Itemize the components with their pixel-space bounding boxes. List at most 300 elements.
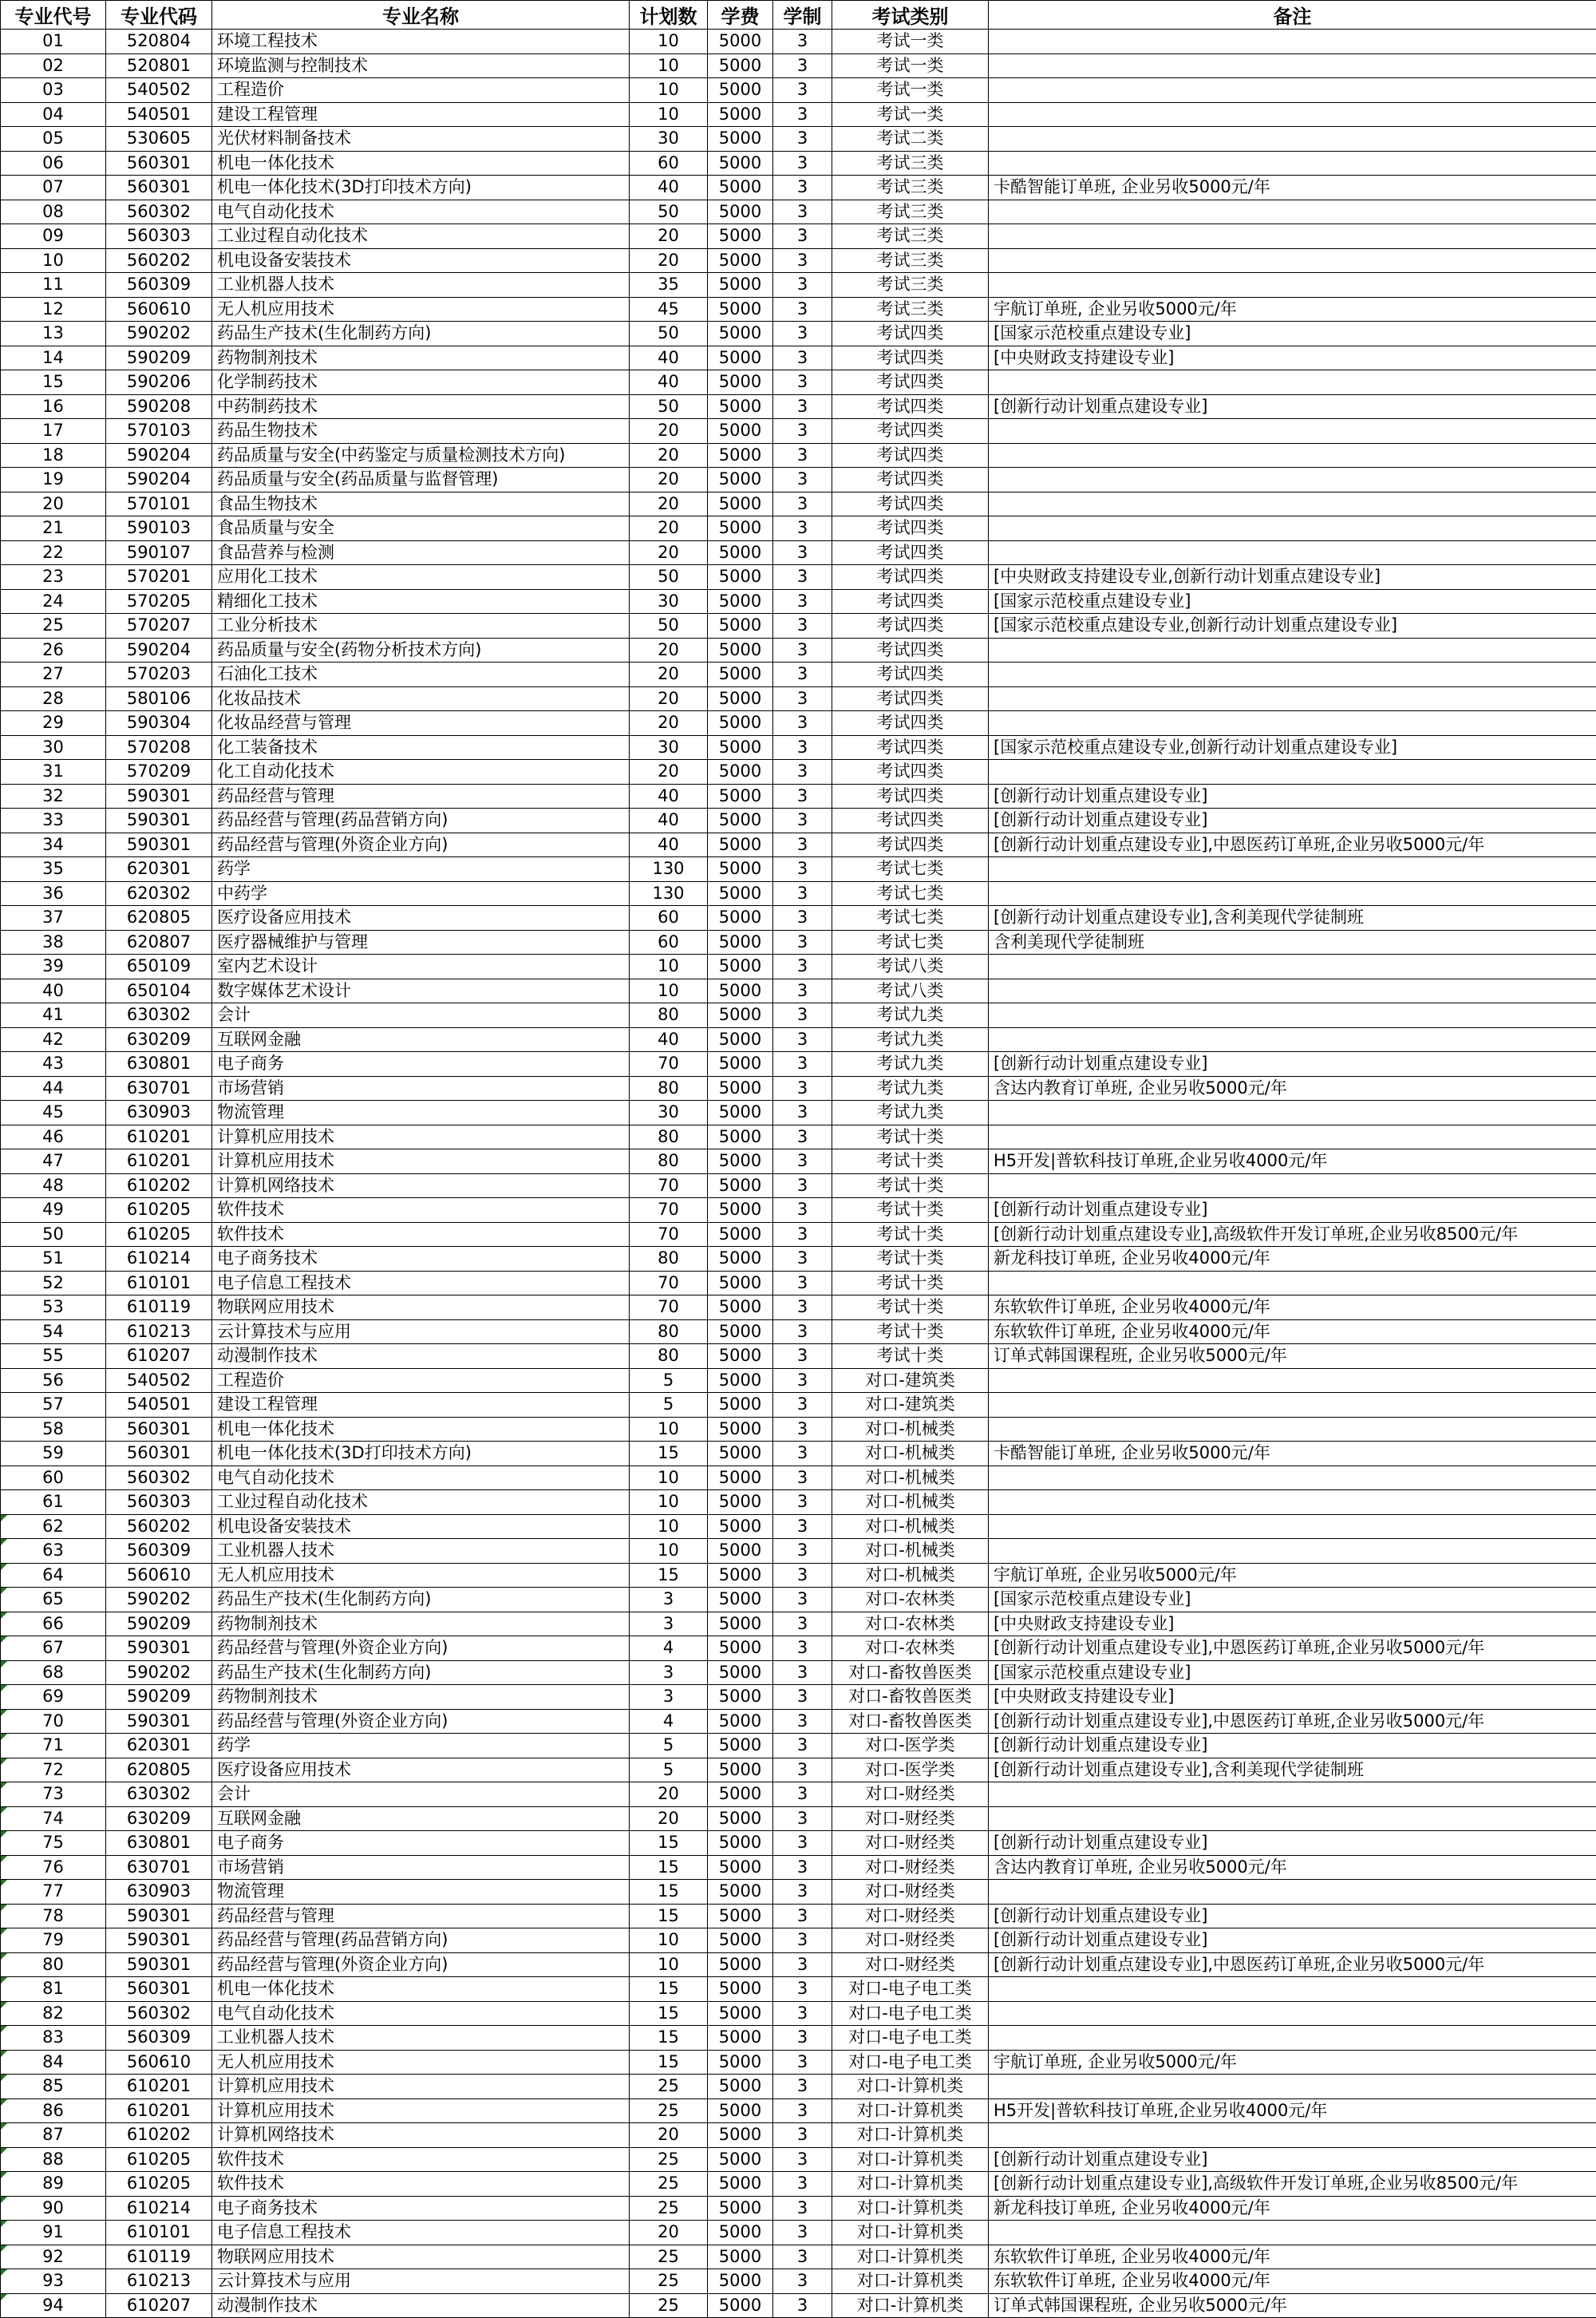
cell-plan[interactable]: 15 bbox=[630, 1831, 708, 1856]
cell-plan[interactable]: 20 bbox=[630, 516, 708, 541]
cell-plan[interactable]: 5 bbox=[630, 1368, 708, 1393]
cell-years[interactable]: 3 bbox=[773, 881, 832, 906]
cell-fee[interactable]: 5000 bbox=[708, 297, 773, 322]
cell-seq[interactable]: 69 bbox=[1, 1685, 106, 1710]
cell-seq[interactable]: 43 bbox=[1, 1052, 106, 1077]
cell-years[interactable]: 3 bbox=[773, 2026, 832, 2051]
cell-note[interactable]: 新龙科技订单班, 企业另收4000元/年 bbox=[989, 2196, 1596, 2221]
cell-note[interactable] bbox=[989, 1393, 1596, 1418]
cell-years[interactable]: 3 bbox=[773, 1806, 832, 1831]
cell-plan[interactable]: 15 bbox=[630, 1563, 708, 1588]
cell-fee[interactable]: 5000 bbox=[708, 979, 773, 1003]
cell-code[interactable]: 590301 bbox=[106, 784, 212, 809]
cell-note[interactable]: [创新行动计划重点建设专业],含利美现代学徒制班 bbox=[989, 1758, 1596, 1782]
cell-years[interactable]: 3 bbox=[773, 2269, 832, 2294]
cell-note[interactable] bbox=[989, 1101, 1596, 1125]
cell-seq[interactable]: 31 bbox=[1, 760, 106, 785]
cell-years[interactable]: 3 bbox=[773, 1344, 832, 1369]
cell-plan[interactable]: 25 bbox=[630, 2075, 708, 2099]
cell-exam-type[interactable]: 考试四类 bbox=[832, 760, 989, 785]
cell-years[interactable]: 3 bbox=[773, 686, 832, 711]
cell-fee[interactable]: 5000 bbox=[708, 1125, 773, 1149]
cell-fee[interactable]: 5000 bbox=[708, 784, 773, 809]
cell-seq[interactable]: 19 bbox=[1, 468, 106, 492]
cell-years[interactable]: 3 bbox=[773, 638, 832, 663]
cell-fee[interactable]: 5000 bbox=[708, 2269, 773, 2294]
cell-exam-type[interactable]: 考试一类 bbox=[832, 53, 989, 78]
cell-note[interactable] bbox=[989, 492, 1596, 516]
cell-seq[interactable]: 84 bbox=[1, 2050, 106, 2075]
cell-note[interactable] bbox=[989, 78, 1596, 103]
cell-exam-type[interactable]: 考试三类 bbox=[832, 273, 989, 298]
cell-exam-type[interactable]: 对口-计算机类 bbox=[832, 2196, 989, 2221]
cell-plan[interactable]: 20 bbox=[630, 1782, 708, 1807]
cell-fee[interactable]: 5000 bbox=[708, 443, 773, 468]
cell-note[interactable] bbox=[989, 2123, 1596, 2148]
cell-exam-type[interactable]: 考试四类 bbox=[832, 686, 989, 711]
cell-name[interactable]: 软件技术 bbox=[212, 2172, 630, 2197]
cell-fee[interactable]: 5000 bbox=[708, 1393, 773, 1418]
cell-note[interactable]: [创新行动计划重点建设专业] bbox=[989, 809, 1596, 833]
cell-note[interactable] bbox=[989, 419, 1596, 444]
cell-plan[interactable]: 70 bbox=[630, 1198, 708, 1223]
cell-code[interactable]: 630209 bbox=[106, 1027, 212, 1052]
cell-exam-type[interactable]: 对口-财经类 bbox=[832, 1806, 989, 1831]
cell-exam-type[interactable]: 考试十类 bbox=[832, 1247, 989, 1272]
cell-exam-type[interactable]: 考试四类 bbox=[832, 784, 989, 809]
cell-fee[interactable]: 5000 bbox=[708, 1660, 773, 1685]
cell-exam-type[interactable]: 对口-电子电工类 bbox=[832, 2050, 989, 2075]
cell-exam-type[interactable]: 考试三类 bbox=[832, 200, 989, 224]
cell-note[interactable]: [中央财政支持建设专业] bbox=[989, 1685, 1596, 1710]
cell-name[interactable]: 工程造价 bbox=[212, 1368, 630, 1393]
cell-code[interactable]: 590301 bbox=[106, 809, 212, 833]
cell-code[interactable]: 590202 bbox=[106, 1588, 212, 1612]
cell-code[interactable]: 610201 bbox=[106, 2098, 212, 2123]
cell-note[interactable] bbox=[989, 1417, 1596, 1442]
cell-code[interactable]: 590209 bbox=[106, 1612, 212, 1636]
cell-plan[interactable]: 40 bbox=[630, 370, 708, 395]
cell-years[interactable]: 3 bbox=[773, 663, 832, 687]
cell-fee[interactable]: 5000 bbox=[708, 1417, 773, 1442]
cell-code[interactable]: 560302 bbox=[106, 1466, 212, 1490]
cell-name[interactable]: 药物制剂技术 bbox=[212, 1612, 630, 1636]
cell-exam-type[interactable]: 对口-畜牧兽医类 bbox=[832, 1709, 989, 1734]
cell-note[interactable]: [中央财政支持建设专业] bbox=[989, 1612, 1596, 1636]
cell-exam-type[interactable]: 对口-电子电工类 bbox=[832, 1977, 989, 2002]
cell-years[interactable]: 3 bbox=[773, 1490, 832, 1515]
cell-fee[interactable]: 5000 bbox=[708, 1368, 773, 1393]
cell-note[interactable]: 宇航订单班, 企业另收5000元/年 bbox=[989, 297, 1596, 322]
cell-years[interactable]: 3 bbox=[773, 1563, 832, 1588]
cell-exam-type[interactable]: 对口-医学类 bbox=[832, 1734, 989, 1758]
cell-years[interactable]: 3 bbox=[773, 540, 832, 565]
cell-note[interactable]: 宇航订单班, 企业另收5000元/年 bbox=[989, 1563, 1596, 1588]
cell-exam-type[interactable]: 对口-计算机类 bbox=[832, 2221, 989, 2245]
cell-exam-type[interactable]: 考试四类 bbox=[832, 809, 989, 833]
cell-name[interactable]: 精细化工技术 bbox=[212, 589, 630, 614]
cell-fee[interactable]: 5000 bbox=[708, 1977, 773, 2002]
cell-note[interactable] bbox=[989, 1271, 1596, 1295]
cell-plan[interactable]: 20 bbox=[630, 468, 708, 492]
cell-fee[interactable]: 5000 bbox=[708, 2026, 773, 2051]
cell-plan[interactable]: 10 bbox=[630, 1539, 708, 1564]
cell-name[interactable]: 电气自动化技术 bbox=[212, 2001, 630, 2026]
cell-code[interactable]: 560301 bbox=[106, 1417, 212, 1442]
cell-years[interactable]: 3 bbox=[773, 735, 832, 760]
cell-years[interactable]: 3 bbox=[773, 857, 832, 882]
cell-code[interactable]: 620807 bbox=[106, 930, 212, 955]
cell-exam-type[interactable]: 对口-农林类 bbox=[832, 1588, 989, 1612]
cell-name[interactable]: 动漫制作技术 bbox=[212, 2293, 630, 2318]
cell-plan[interactable]: 15 bbox=[630, 1904, 708, 1928]
cell-name[interactable]: 软件技术 bbox=[212, 1222, 630, 1247]
cell-fee[interactable]: 5000 bbox=[708, 1319, 773, 1344]
cell-code[interactable]: 610201 bbox=[106, 2075, 212, 2099]
cell-code[interactable]: 590209 bbox=[106, 346, 212, 370]
cell-seq[interactable]: 11 bbox=[1, 273, 106, 298]
cell-seq[interactable]: 30 bbox=[1, 735, 106, 760]
cell-years[interactable]: 3 bbox=[773, 1173, 832, 1198]
cell-note[interactable]: 宇航订单班, 企业另收5000元/年 bbox=[989, 2050, 1596, 2075]
cell-seq[interactable]: 92 bbox=[1, 2245, 106, 2269]
cell-seq[interactable]: 06 bbox=[1, 151, 106, 176]
cell-note[interactable] bbox=[989, 2221, 1596, 2245]
cell-years[interactable]: 3 bbox=[773, 1101, 832, 1125]
cell-years[interactable]: 3 bbox=[773, 200, 832, 224]
cell-plan[interactable]: 80 bbox=[630, 1125, 708, 1149]
cell-note[interactable]: [创新行动计划重点建设专业] bbox=[989, 1734, 1596, 1758]
cell-code[interactable]: 560309 bbox=[106, 273, 212, 298]
cell-note[interactable]: 含达内教育订单班, 企业另收5000元/年 bbox=[989, 1855, 1596, 1880]
cell-note[interactable] bbox=[989, 1806, 1596, 1831]
cell-code[interactable]: 590107 bbox=[106, 540, 212, 565]
cell-note[interactable]: 东软软件订单班, 企业另收4000元/年 bbox=[989, 1319, 1596, 1344]
cell-fee[interactable]: 5000 bbox=[708, 200, 773, 224]
cell-plan[interactable]: 30 bbox=[630, 1101, 708, 1125]
cell-name[interactable]: 会计 bbox=[212, 1782, 630, 1807]
cell-name[interactable]: 计算机应用技术 bbox=[212, 1149, 630, 1174]
cell-exam-type[interactable]: 对口-农林类 bbox=[832, 1636, 989, 1661]
cell-name[interactable]: 计算机应用技术 bbox=[212, 2098, 630, 2123]
cell-years[interactable]: 3 bbox=[773, 1247, 832, 1272]
cell-exam-type[interactable]: 对口-畜牧兽医类 bbox=[832, 1685, 989, 1710]
cell-seq[interactable]: 18 bbox=[1, 443, 106, 468]
cell-fee[interactable]: 5000 bbox=[708, 1880, 773, 1905]
cell-name[interactable]: 应用化工技术 bbox=[212, 565, 630, 590]
cell-fee[interactable]: 5000 bbox=[708, 1734, 773, 1758]
cell-note[interactable]: 卡酷智能订单班, 企业另收5000元/年 bbox=[989, 176, 1596, 200]
cell-years[interactable]: 3 bbox=[773, 1052, 832, 1077]
cell-exam-type[interactable]: 对口-农林类 bbox=[832, 1612, 989, 1636]
cell-fee[interactable]: 5000 bbox=[708, 1782, 773, 1807]
cell-years[interactable]: 3 bbox=[773, 1709, 832, 1734]
cell-name[interactable]: 机电一体化技术(3D打印技术方向) bbox=[212, 1442, 630, 1466]
cell-note[interactable]: [国家示范校重点建设专业] bbox=[989, 589, 1596, 614]
cell-seq[interactable]: 94 bbox=[1, 2293, 106, 2318]
cell-years[interactable]: 3 bbox=[773, 1417, 832, 1442]
cell-code[interactable]: 560309 bbox=[106, 1539, 212, 1564]
cell-years[interactable]: 3 bbox=[773, 2147, 832, 2172]
cell-exam-type[interactable]: 考试四类 bbox=[832, 419, 989, 444]
cell-exam-type[interactable]: 考试八类 bbox=[832, 955, 989, 979]
cell-code[interactable]: 560301 bbox=[106, 1442, 212, 1466]
cell-note[interactable]: 东软软件订单班, 企业另收4000元/年 bbox=[989, 1295, 1596, 1320]
cell-plan[interactable]: 20 bbox=[630, 2123, 708, 2148]
cell-note[interactable] bbox=[989, 1782, 1596, 1807]
cell-seq[interactable]: 25 bbox=[1, 614, 106, 639]
cell-plan[interactable]: 20 bbox=[630, 760, 708, 785]
cell-name[interactable]: 电子商务 bbox=[212, 1052, 630, 1077]
cell-years[interactable]: 3 bbox=[773, 1222, 832, 1247]
cell-years[interactable]: 3 bbox=[773, 1539, 832, 1564]
cell-fee[interactable]: 5000 bbox=[708, 2172, 773, 2197]
cell-note[interactable]: [创新行动计划重点建设专业],中恩医药订单班,企业另收5000元/年 bbox=[989, 1952, 1596, 1977]
cell-seq[interactable]: 01 bbox=[1, 30, 106, 54]
cell-plan[interactable]: 20 bbox=[630, 492, 708, 516]
cell-code[interactable]: 580106 bbox=[106, 686, 212, 711]
cell-years[interactable]: 3 bbox=[773, 1514, 832, 1539]
cell-exam-type[interactable]: 考试九类 bbox=[832, 1101, 989, 1125]
cell-code[interactable]: 540502 bbox=[106, 78, 212, 103]
cell-code[interactable]: 560302 bbox=[106, 2001, 212, 2026]
cell-code[interactable]: 570103 bbox=[106, 419, 212, 444]
cell-fee[interactable]: 5000 bbox=[708, 2001, 773, 2026]
cell-fee[interactable]: 5000 bbox=[708, 1003, 773, 1028]
cell-note[interactable] bbox=[989, 151, 1596, 176]
cell-name[interactable]: 医疗器械维护与管理 bbox=[212, 930, 630, 955]
cell-seq[interactable]: 13 bbox=[1, 322, 106, 346]
cell-seq[interactable]: 93 bbox=[1, 2269, 106, 2294]
cell-years[interactable]: 3 bbox=[773, 224, 832, 249]
cell-plan[interactable]: 10 bbox=[630, 78, 708, 103]
cell-exam-type[interactable]: 对口-财经类 bbox=[832, 1831, 989, 1856]
cell-code[interactable]: 610205 bbox=[106, 1222, 212, 1247]
cell-exam-type[interactable]: 对口-建筑类 bbox=[832, 1393, 989, 1418]
cell-plan[interactable]: 80 bbox=[630, 1247, 708, 1272]
cell-exam-type[interactable]: 考试七类 bbox=[832, 906, 989, 931]
cell-years[interactable]: 3 bbox=[773, 2293, 832, 2318]
cell-years[interactable]: 3 bbox=[773, 1076, 832, 1101]
cell-plan[interactable]: 50 bbox=[630, 394, 708, 419]
cell-years[interactable]: 3 bbox=[773, 1003, 832, 1028]
cell-fee[interactable]: 5000 bbox=[708, 1588, 773, 1612]
cell-name[interactable]: 市场营销 bbox=[212, 1076, 630, 1101]
cell-years[interactable]: 3 bbox=[773, 102, 832, 127]
cell-code[interactable]: 620805 bbox=[106, 1758, 212, 1782]
cell-fee[interactable]: 5000 bbox=[708, 1612, 773, 1636]
cell-code[interactable]: 590301 bbox=[106, 1636, 212, 1661]
cell-years[interactable]: 3 bbox=[773, 443, 832, 468]
cell-years[interactable]: 3 bbox=[773, 1319, 832, 1344]
cell-name[interactable]: 环境监测与控制技术 bbox=[212, 53, 630, 78]
cell-fee[interactable]: 5000 bbox=[708, 394, 773, 419]
cell-plan[interactable]: 4 bbox=[630, 1709, 708, 1734]
cell-plan[interactable]: 5 bbox=[630, 1734, 708, 1758]
cell-plan[interactable]: 70 bbox=[630, 1052, 708, 1077]
cell-seq[interactable]: 49 bbox=[1, 1198, 106, 1223]
cell-code[interactable]: 630801 bbox=[106, 1052, 212, 1077]
cell-fee[interactable]: 5000 bbox=[708, 2123, 773, 2148]
cell-code[interactable]: 650104 bbox=[106, 979, 212, 1003]
cell-plan[interactable]: 25 bbox=[630, 2293, 708, 2318]
cell-exam-type[interactable]: 对口-计算机类 bbox=[832, 2245, 989, 2269]
cell-name[interactable]: 建设工程管理 bbox=[212, 1393, 630, 1418]
cell-seq[interactable]: 87 bbox=[1, 2123, 106, 2148]
cell-note[interactable]: 含利美现代学徒制班 bbox=[989, 930, 1596, 955]
cell-years[interactable]: 3 bbox=[773, 2050, 832, 2075]
cell-fee[interactable]: 5000 bbox=[708, 1831, 773, 1856]
cell-plan[interactable]: 3 bbox=[630, 1612, 708, 1636]
cell-years[interactable]: 3 bbox=[773, 1027, 832, 1052]
cell-seq[interactable]: 51 bbox=[1, 1247, 106, 1272]
cell-note[interactable] bbox=[989, 686, 1596, 711]
cell-exam-type[interactable]: 考试九类 bbox=[832, 1003, 989, 1028]
cell-seq[interactable]: 33 bbox=[1, 809, 106, 833]
cell-plan[interactable]: 15 bbox=[630, 1880, 708, 1905]
cell-note[interactable] bbox=[989, 1466, 1596, 1490]
cell-years[interactable]: 3 bbox=[773, 1880, 832, 1905]
cell-plan[interactable]: 10 bbox=[630, 30, 708, 54]
cell-plan[interactable]: 5 bbox=[630, 1758, 708, 1782]
cell-plan[interactable]: 30 bbox=[630, 589, 708, 614]
cell-note[interactable] bbox=[989, 1125, 1596, 1149]
cell-years[interactable]: 3 bbox=[773, 1466, 832, 1490]
cell-fee[interactable]: 5000 bbox=[708, 1247, 773, 1272]
cell-fee[interactable]: 5000 bbox=[708, 1758, 773, 1782]
cell-note[interactable]: H5开发|普软科技订单班,企业另收4000元/年 bbox=[989, 2098, 1596, 2123]
cell-seq[interactable]: 20 bbox=[1, 492, 106, 516]
cell-name[interactable]: 石油化工技术 bbox=[212, 663, 630, 687]
cell-seq[interactable]: 56 bbox=[1, 1368, 106, 1393]
cell-plan[interactable]: 10 bbox=[630, 53, 708, 78]
cell-exam-type[interactable]: 考试一类 bbox=[832, 30, 989, 54]
cell-fee[interactable]: 5000 bbox=[708, 760, 773, 785]
cell-seq[interactable]: 21 bbox=[1, 516, 106, 541]
cell-seq[interactable]: 22 bbox=[1, 540, 106, 565]
cell-seq[interactable]: 17 bbox=[1, 419, 106, 444]
cell-plan[interactable]: 50 bbox=[630, 322, 708, 346]
cell-plan[interactable]: 25 bbox=[630, 2196, 708, 2221]
cell-exam-type[interactable]: 对口-财经类 bbox=[832, 1904, 989, 1928]
cell-code[interactable]: 630903 bbox=[106, 1880, 212, 1905]
cell-note[interactable]: [创新行动计划重点建设专业],中恩医药订单班,企业另收5000元/年 bbox=[989, 833, 1596, 857]
cell-plan[interactable]: 60 bbox=[630, 930, 708, 955]
cell-seq[interactable]: 81 bbox=[1, 1977, 106, 2002]
cell-fee[interactable]: 5000 bbox=[708, 78, 773, 103]
cell-name[interactable]: 无人机应用技术 bbox=[212, 1563, 630, 1588]
cell-fee[interactable]: 5000 bbox=[708, 2196, 773, 2221]
cell-exam-type[interactable]: 考试九类 bbox=[832, 1027, 989, 1052]
cell-code[interactable]: 610119 bbox=[106, 1295, 212, 1320]
cell-code[interactable]: 570201 bbox=[106, 565, 212, 590]
cell-name[interactable]: 药品生产技术(生化制药方向) bbox=[212, 322, 630, 346]
cell-name[interactable]: 电子商务技术 bbox=[212, 2196, 630, 2221]
cell-plan[interactable]: 60 bbox=[630, 151, 708, 176]
cell-name[interactable]: 药品经营与管理(外资企业方向) bbox=[212, 1709, 630, 1734]
cell-fee[interactable]: 5000 bbox=[708, 686, 773, 711]
cell-plan[interactable]: 40 bbox=[630, 176, 708, 200]
cell-code[interactable]: 560301 bbox=[106, 176, 212, 200]
cell-note[interactable] bbox=[989, 857, 1596, 882]
cell-seq[interactable]: 80 bbox=[1, 1952, 106, 1977]
cell-plan[interactable]: 80 bbox=[630, 1319, 708, 1344]
cell-years[interactable]: 3 bbox=[773, 176, 832, 200]
cell-years[interactable]: 3 bbox=[773, 248, 832, 273]
cell-code[interactable]: 520804 bbox=[106, 30, 212, 54]
cell-code[interactable]: 590301 bbox=[106, 1952, 212, 1977]
cell-code[interactable]: 630903 bbox=[106, 1101, 212, 1125]
cell-seq[interactable]: 68 bbox=[1, 1660, 106, 1685]
cell-name[interactable]: 无人机应用技术 bbox=[212, 2050, 630, 2075]
cell-fee[interactable]: 5000 bbox=[708, 1173, 773, 1198]
cell-name[interactable]: 电子信息工程技术 bbox=[212, 1271, 630, 1295]
cell-years[interactable]: 3 bbox=[773, 2075, 832, 2099]
cell-fee[interactable]: 5000 bbox=[708, 30, 773, 54]
cell-name[interactable]: 电子商务 bbox=[212, 1831, 630, 1856]
cell-exam-type[interactable]: 考试四类 bbox=[832, 663, 989, 687]
cell-code[interactable]: 560610 bbox=[106, 2050, 212, 2075]
cell-note[interactable]: [中央财政支持建设专业] bbox=[989, 346, 1596, 370]
cell-exam-type[interactable]: 考试三类 bbox=[832, 224, 989, 249]
cell-name[interactable]: 工业机器人技术 bbox=[212, 273, 630, 298]
cell-fee[interactable]: 5000 bbox=[708, 663, 773, 687]
cell-code[interactable]: 590209 bbox=[106, 1685, 212, 1710]
cell-fee[interactable]: 5000 bbox=[708, 809, 773, 833]
cell-plan[interactable]: 80 bbox=[630, 1076, 708, 1101]
cell-note[interactable]: [创新行动计划重点建设专业] bbox=[989, 1831, 1596, 1856]
cell-exam-type[interactable]: 对口-计算机类 bbox=[832, 2172, 989, 2197]
cell-exam-type[interactable]: 对口-畜牧兽医类 bbox=[832, 1660, 989, 1685]
cell-exam-type[interactable]: 考试四类 bbox=[832, 394, 989, 419]
cell-code[interactable]: 570101 bbox=[106, 492, 212, 516]
cell-code[interactable]: 630302 bbox=[106, 1782, 212, 1807]
cell-seq[interactable]: 29 bbox=[1, 711, 106, 736]
cell-name[interactable]: 药品质量与安全(药品质量与监督管理) bbox=[212, 468, 630, 492]
cell-fee[interactable]: 5000 bbox=[708, 102, 773, 127]
cell-exam-type[interactable]: 考试十类 bbox=[832, 1198, 989, 1223]
cell-seq[interactable]: 05 bbox=[1, 127, 106, 152]
cell-years[interactable]: 3 bbox=[773, 1758, 832, 1782]
cell-plan[interactable]: 50 bbox=[630, 200, 708, 224]
cell-exam-type[interactable]: 对口-财经类 bbox=[832, 1855, 989, 1880]
cell-years[interactable]: 3 bbox=[773, 419, 832, 444]
cell-name[interactable]: 工业过程自动化技术 bbox=[212, 224, 630, 249]
cell-name[interactable]: 药品生产技术(生化制药方向) bbox=[212, 1660, 630, 1685]
cell-note[interactable]: [创新行动计划重点建设专业] bbox=[989, 1904, 1596, 1928]
cell-fee[interactable]: 5000 bbox=[708, 419, 773, 444]
cell-note[interactable]: [创新行动计划重点建设专业] bbox=[989, 784, 1596, 809]
cell-note[interactable] bbox=[989, 443, 1596, 468]
cell-fee[interactable]: 5000 bbox=[708, 711, 773, 736]
cell-plan[interactable]: 10 bbox=[630, 1928, 708, 1953]
cell-plan[interactable]: 40 bbox=[630, 784, 708, 809]
cell-name[interactable]: 物联网应用技术 bbox=[212, 1295, 630, 1320]
cell-exam-type[interactable]: 考试十类 bbox=[832, 1319, 989, 1344]
cell-name[interactable]: 机电一体化技术 bbox=[212, 1417, 630, 1442]
cell-years[interactable]: 3 bbox=[773, 1904, 832, 1928]
cell-seq[interactable]: 89 bbox=[1, 2172, 106, 2197]
cell-name[interactable]: 食品质量与安全 bbox=[212, 516, 630, 541]
cell-plan[interactable]: 80 bbox=[630, 1003, 708, 1028]
cell-plan[interactable]: 5 bbox=[630, 1393, 708, 1418]
cell-years[interactable]: 3 bbox=[773, 297, 832, 322]
cell-name[interactable]: 电气自动化技术 bbox=[212, 1466, 630, 1490]
cell-seq[interactable]: 40 bbox=[1, 979, 106, 1003]
cell-plan[interactable]: 3 bbox=[630, 1685, 708, 1710]
cell-fee[interactable]: 5000 bbox=[708, 176, 773, 200]
cell-exam-type[interactable]: 考试八类 bbox=[832, 979, 989, 1003]
